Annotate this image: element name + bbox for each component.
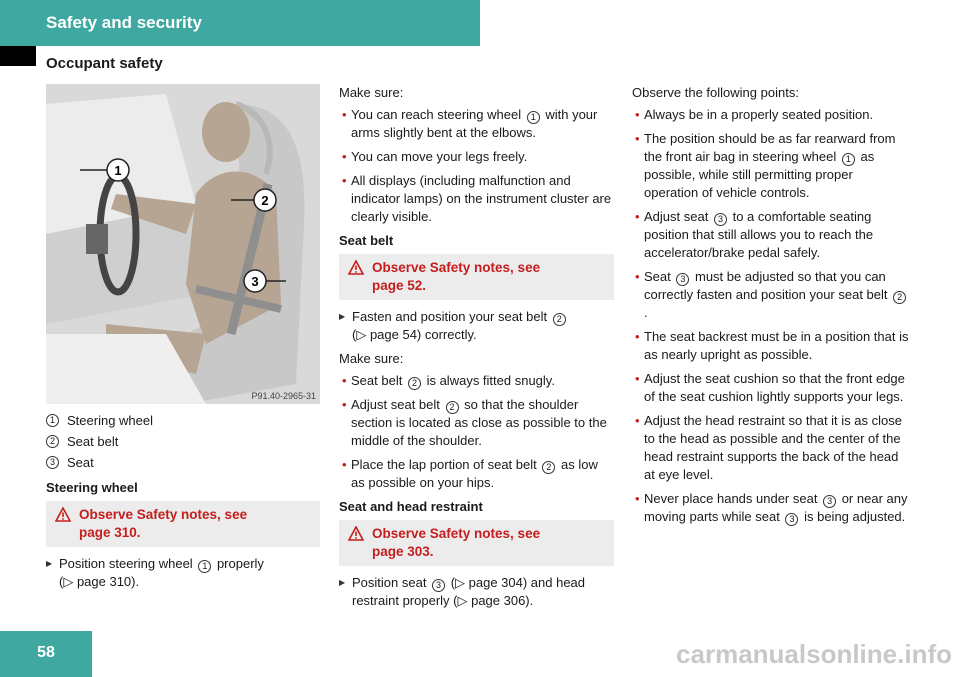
- list-text: as possible, while still permitting proper operation of vehicle controls.: [644, 149, 875, 200]
- make-sure-list: [339, 106, 614, 226]
- list-item: • The seat backrest must be in a position that is as nearly upright as possible.: [632, 328, 910, 364]
- list-text: must be adjusted so that you can correctly fasten and position your seat belt: [644, 269, 888, 302]
- section-title: Occupant safety: [46, 55, 163, 72]
- list-item: [632, 130, 910, 202]
- list-text: as low as possible on your hips.: [351, 457, 598, 490]
- steering-warning-box: [46, 501, 320, 547]
- list-item: [339, 456, 614, 492]
- action-text: properly: [216, 556, 264, 571]
- legend-number: 2: [46, 435, 59, 448]
- legend-item: [46, 431, 320, 452]
- list-text: You can reach steering wheel: [351, 107, 522, 122]
- warning-text-line2: page 303.: [372, 544, 434, 559]
- ref-number: 2: [893, 291, 906, 304]
- action-text: Position seat: [352, 575, 427, 590]
- legend-label: Seat: [67, 454, 94, 470]
- callout-3: 3: [251, 274, 259, 289]
- list-text: with your arms slightly bent at the elbows.: [351, 107, 598, 140]
- intro-text: Make sure:: [339, 85, 404, 100]
- chapter-title: Safety and security: [46, 13, 202, 32]
- list-text: The position should be as far rearward from the front air bag in steering wheel: [644, 131, 896, 164]
- ref-number: 2: [408, 377, 421, 390]
- list-item: • All displays (including malfunction and indicator lamps) on the instrument cluster are clearly visible.: [339, 172, 614, 226]
- legend-number: 1: [46, 414, 59, 427]
- list-text: or near any moving parts while seat: [644, 491, 908, 524]
- column-2: [339, 84, 614, 616]
- seat-head-restraint-heading: Seat and head restraint: [339, 499, 483, 514]
- watermark: carmanualsonline.info: [676, 639, 952, 669]
- action-step: [339, 308, 614, 344]
- occupant-illustration-svg: [46, 84, 320, 404]
- list-text: Adjust seat: [644, 209, 709, 224]
- ref-number: 1: [842, 153, 855, 166]
- list-text: Place the lap portion of seat belt: [351, 457, 537, 472]
- seat-belt-heading: Seat belt: [339, 233, 394, 248]
- page-reference: (▷ page 310).: [59, 574, 140, 589]
- intro-text: Observe the following points:: [632, 85, 799, 100]
- list-item: [632, 208, 910, 262]
- list-text: to a comfortable seating position that still allows you to reach the accelerator/brake pedal safely.: [644, 209, 874, 260]
- make-sure-text: Make sure:: [339, 351, 404, 366]
- legend-label: Steering wheel: [67, 412, 153, 428]
- list-text: .: [644, 305, 648, 320]
- list-text: Never place hands under seat: [644, 491, 818, 506]
- warning-text-line2: page 52.: [372, 278, 427, 293]
- list-item: • Adjust the head restraint so that it is as close to the head as possible and the center of the head restraint supports the back of the head at eye level.: [632, 412, 910, 484]
- ref-number: 2: [542, 461, 555, 474]
- steering-wheel-heading: Steering wheel: [46, 480, 138, 495]
- ref-number: 3: [714, 213, 727, 226]
- seatbelt-warning-box: [339, 254, 614, 300]
- ref-number: 1: [198, 560, 211, 573]
- section-marker: [0, 46, 36, 66]
- ref-number: 3: [785, 513, 798, 526]
- list-text: Adjust seat belt: [351, 397, 440, 412]
- seatbelt-list: [339, 372, 614, 492]
- list-item: [632, 268, 910, 322]
- ref-number: 3: [823, 495, 836, 508]
- points-list: [632, 106, 910, 526]
- list-text: Seat: [644, 269, 671, 284]
- callout-1: 1: [114, 163, 122, 178]
- page-reference: (▷ page 54) correctly.: [352, 327, 477, 342]
- list-item: • Always be in a properly seated position.: [632, 106, 910, 124]
- figure-legend: [46, 410, 320, 597]
- list-item: [339, 106, 614, 142]
- list-item: [339, 372, 614, 390]
- action-step: [339, 574, 614, 610]
- ref-number: 3: [676, 273, 689, 286]
- list-item: • Adjust the seat cushion so that the front edge of the seat cushion lightly supports your legs.: [632, 370, 910, 406]
- list-item: • You can move your legs freely.: [339, 148, 614, 166]
- list-text: Seat belt: [351, 373, 403, 388]
- warning-text-line1: Observe Safety notes, see: [79, 507, 248, 522]
- legend-item: [46, 410, 320, 431]
- warning-triangle-icon: [55, 507, 71, 522]
- warning-text-line1: Observe Safety notes, see: [372, 260, 541, 275]
- head-restraint-warning-box: [339, 520, 614, 566]
- action-step: [46, 555, 320, 591]
- page-number: 58: [37, 644, 55, 661]
- legend-number: 3: [46, 456, 59, 469]
- ref-number: 3: [432, 579, 445, 592]
- ref-number: 1: [527, 111, 540, 124]
- action-text: Position steering wheel: [59, 556, 193, 571]
- list-text: is being adjusted.: [804, 509, 906, 524]
- action-text: (▷ page 304) and head restraint properly (▷ page 306).: [352, 575, 586, 608]
- callout-2: 2: [261, 193, 269, 208]
- list-text: is always fitted snugly.: [426, 373, 555, 388]
- warning-triangle-icon: [348, 260, 364, 275]
- warning-text-line1: Observe Safety notes, see: [372, 526, 541, 541]
- warning-triangle-icon: [348, 526, 364, 541]
- legend-label: Seat belt: [67, 433, 119, 449]
- legend-item: [46, 452, 320, 473]
- ref-number: 2: [446, 401, 459, 414]
- figure-code: P91.40-2965-31: [251, 391, 316, 401]
- action-text: Fasten and position your seat belt: [352, 309, 548, 324]
- list-text: so that the shoulder section is located as close as possible to the middle of the shoulder.: [351, 397, 607, 448]
- ref-number: 2: [553, 313, 566, 326]
- list-item: [632, 490, 910, 526]
- column-3: [632, 84, 910, 532]
- list-item: [339, 396, 614, 450]
- occupant-illustration: [46, 84, 320, 404]
- warning-text-line2: page 310.: [79, 525, 141, 540]
